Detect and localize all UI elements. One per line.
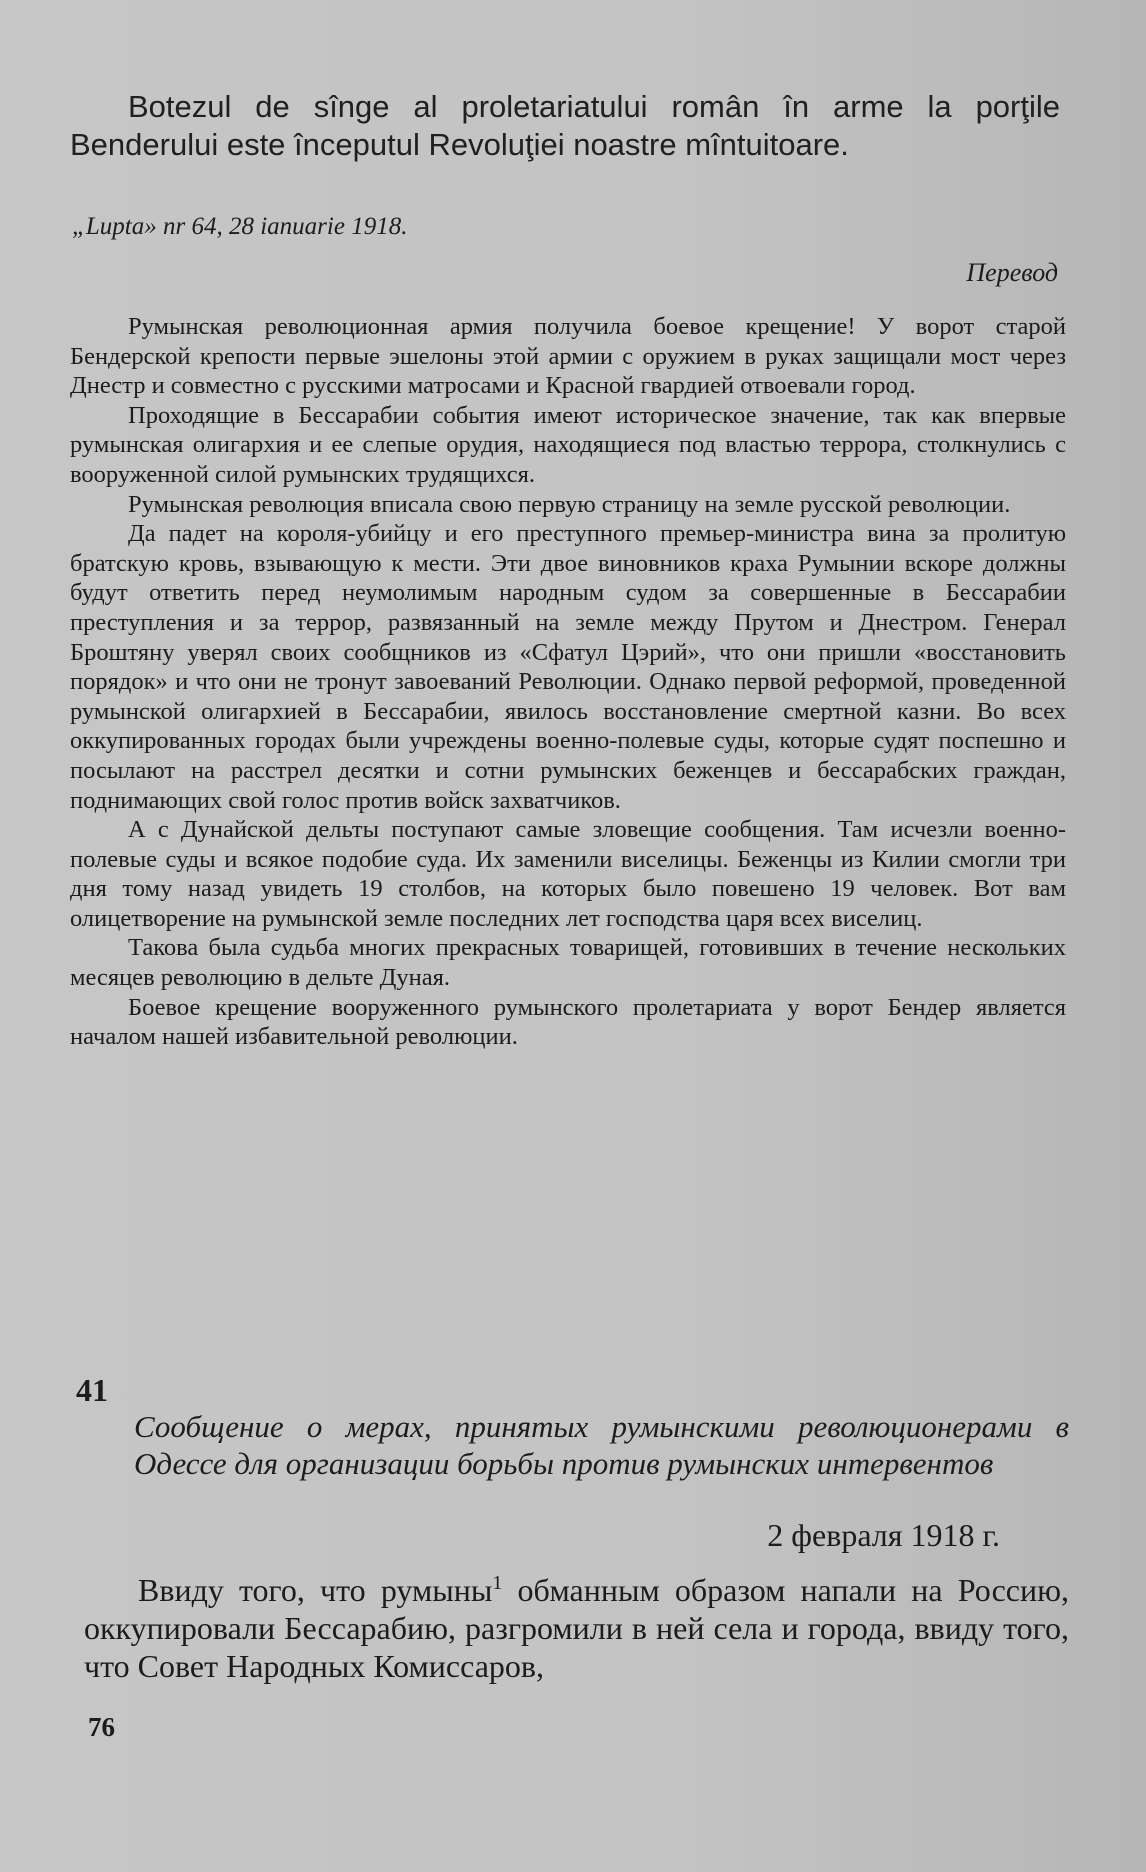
- translation-paragraph: Такова была судьба многих прекрасных товарищей, готовивших в течение нескольких месяцев революцию в дельте Дуная.: [70, 934, 1066, 992]
- translation-paragraph: Румынская революционная армия получила боевое крещение! У ворот старой Бендерской крепости первые эшелоны этой армии с оружием в руках защищали мост через Днестр и совместно с русскими матросами и Красной гвардией отвоевали город.: [70, 313, 1066, 400]
- romanian-original-paragraph: Botezul de sînge al proletariatului român în arme la porţile Benderului este începutul Revoluţiei noastre mîntuitoare.: [70, 89, 1060, 162]
- translation-paragraph: Боевое крещение вооруженного румынского пролетариата у ворот Бендер является началом нашей избавительной революции.: [70, 993, 1066, 1051]
- translation-paragraph: Да падет на короля-убийцу и его преступного премьер-министра вина за пролитую братскую кровь, взывающую к мести. Эти двое виновников краха Румынии вскоре должны будут ответить перед неумолимым народным судом за совершенные в Бессарабии преступления и за террор, развязанный на земле между Прутом и Днестром. Генерал Броштяну уверял своих сообщников из «Сфатул Цэрий», что они пришли «восстановить порядок» и что они не тронут завоеваний Революции. Однако первой реформой, проведенной румынской олигархией в Бессарабии, явилось восстановление смертной казни. Во всех оккупированных городах были учреждены военно-полевые суды, которые судят поспешно и посылают на расстрел десятки и сотни румынских беженцев и бессарабских граждан, поднимающих свой голос против войск захватчиков.: [70, 520, 1066, 814]
- source-citation: „Lupta» nr 64, 28 ianuarie 1918.: [72, 213, 408, 240]
- document-title: Сообщение о мерах, принятых румынскими революционерами в Одессе для организации борьбы против румынских интервентов: [134, 1409, 1069, 1481]
- document-number: 41: [76, 1372, 108, 1408]
- translation-label: Перевод: [966, 258, 1058, 287]
- translation-paragraph: А с Дунайской дельты поступают самые зловещие сообщения. Там исчезли военно-полевые суды и всякое подобие суда. Их заменили виселицы. Беженцы из Килии смогли три дня тому назад увидеть 19 столбов, на которых было повешено 19 человек. Вот вам олицетворение на румынской земле последних лет господства царя всех виселиц.: [70, 816, 1066, 932]
- footnote-marker[interactable]: 1: [492, 1572, 503, 1594]
- page-number: 76: [88, 1712, 115, 1742]
- translation-paragraph: Румынская революция вписала свою первую страницу на земле русской революции.: [128, 490, 1011, 518]
- body-text-continued: обманным образом напали на Россию, оккупировали Бессарабию, разгромили в ней села и города, ввиду того, что Совет Народных Комиссаров,: [84, 1572, 1070, 1684]
- russian-translation: [70, 312, 1066, 1052]
- document-date: 2 февраля 1918 г.: [767, 1517, 1000, 1553]
- translation-paragraph: Проходящие в Бессарабии события имеют историческое значение, так как впервые румынская олигархия и ее слепые орудия, находящиеся под властью террора, столкнулись с вооруженной силой румынских трудящихся.: [70, 401, 1066, 488]
- document-body: [84, 1571, 1069, 1685]
- body-text-start: Ввиду того, что румыны: [138, 1572, 493, 1608]
